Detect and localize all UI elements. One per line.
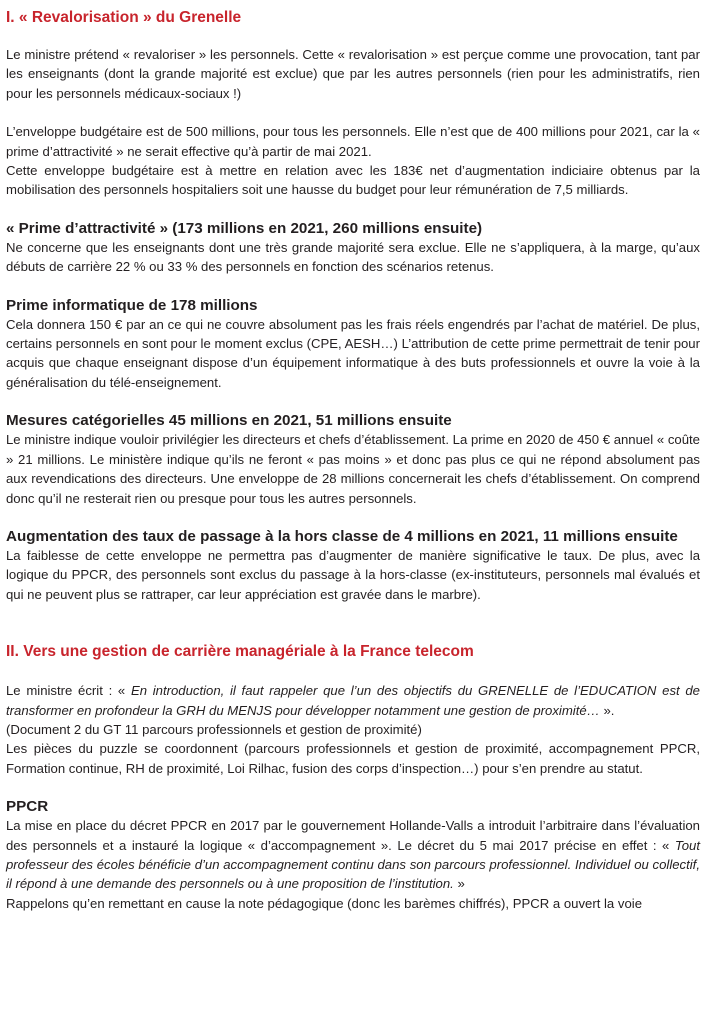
paragraph-ppcr	[6, 816, 700, 894]
document-page	[6, 8, 700, 913]
minister-quote: En introduction, il faut rappeler que l’un des objectifs du GRENELLE de l’EDUCATION est de transformer en profondeur la GRH du MENJS pour développer notamment une gestion de proximité…	[6, 683, 700, 718]
paragraph-mesures-categorielles: Le ministre indique vouloir privilégier les directeurs et chefs d’établissement. La prime en 2020 de 450 € annuel « coûte » 21 millions. Le ministère indique qu’ils ne feront « pas moins » et donc pas plus ce qui ne répond absolument pas aux revendications des directeurs. Une enveloppe de 28 millions concernerait les chefs d’établissement. On comprend donc qu’il ne resterait rien ou presque pour tous les autres personnels.	[6, 432, 700, 506]
section-2-paragraph-3: Les pièces du puzzle se coordonnent (parcours professionnels et gestion de proximité, accompagnement PPCR, Formation continue, RH de proximité, Loi Rilhac, fusion des corps d’inspection…) pour s’en prendre au statut.	[6, 741, 700, 776]
section-2-paragraph-1	[6, 681, 700, 720]
heading-ppcr: PPCR	[6, 798, 49, 816]
heading-mesures-categorielles: Mesures catégorielles 45 millions en 2021, 51 millions ensuite	[6, 412, 452, 430]
paragraph-hors-classe: La faiblesse de cette enveloppe ne permettra pas d’augmenter de manière significative le taux. De plus, avec la logique du PPCR, des personnels sont exclus du passage à la hors-classe (ex-instituteurs, personnels mal évalués et qui ne peuvent plus se rattraper, car leur appréciation est gravée dans le marbre).	[6, 547, 700, 602]
heading-prime-attractivite: « Prime d’attractivité » (173 millions en 2021, 260 millions ensuite)	[6, 219, 483, 237]
paragraph-prime-informatique: Cela donnera 150 € par an ce qui ne couvre absolument pas les frais réels engendrés par l’achat de matériel. De plus, certains personnels en sont pour le moment exclus (CPE, AESH…) L’attribution de cette prime permettrait de tenir pour acquis que chaque enseignant dispose d’un équipement informatique à des buts professionnels et ouvre la voie à la généralisation du télé-enseignement.	[6, 316, 700, 390]
ppcr-lead: La mise en place du décret PPCR en 2017 par le gouvernement Hollande-Valls a introduit l’arbitraire dans l’évaluation des personnels et a instauré la logique « d’accompagnement ». Le décret du 5 mai 2017 précise en effet : «	[6, 818, 700, 853]
cut-off-line-fragment	[345, 1016, 355, 1024]
heading-prime-informatique: Prime informatique de 178 millions	[6, 296, 258, 314]
decree-quote: Tout professeur des écoles bénéficie d’un accompagnement continu dans son parcours professionnel. Individuel ou collectif, il répond à une demande des personnels ou à une proposition de l’institution.	[6, 837, 700, 892]
section-1-title: I. « Revalorisation » du Grenelle	[6, 9, 242, 26]
section-1-paragraph-1: Le ministre prétend « revaloriser » les personnels. Cette « revalorisation » est perçue comme une provocation, tant par les enseignants (dont la grande majorité est exclue) que par les autres personnels (rien pour les administratifs, rien pour les personnels médicaux-sociaux !)	[6, 47, 700, 101]
quote-lead: Le ministre écrit : «	[6, 683, 131, 699]
paragraph-ppcr-last: Rappelons qu’en remettant en cause la note pédagogique (donc les barèmes chiffrés), PPCR a ouvert la voie	[6, 895, 642, 911]
quote-tail: ».	[599, 702, 615, 718]
paragraph-prime-attractivite: Ne concerne que les enseignants dont une très grande majorité sera exclue. Elle ne s’appliquera, à la marge, qu’aux débuts de carrière 22 % ou 33 % des personnels en fonction des scénarios retenus.	[6, 239, 700, 275]
heading-hors-classe: Augmentation des taux de passage à la hors classe de 4 millions en 2021, 11 millions ensuite	[6, 527, 678, 545]
ppcr-tail: »	[453, 876, 465, 892]
section-2-title: II. Vers une gestion de carrière managériale à la France telecom	[6, 643, 474, 661]
section-1-paragraph-2: L’enveloppe budgétaire est de 500 millions, pour tous les personnels. Elle n’est que de 400 millions pour 2021, car la « prime d’attractivité » ne serait effective qu’à partir de mai 2021.	[6, 124, 700, 159]
section-2-paragraph-2: (Document 2 du GT 11 parcours professionnels et gestion de proximité)	[6, 721, 422, 737]
section-1-paragraph-3: Cette enveloppe budgétaire est à mettre en relation avec les 183€ net d’augmentation indiciaire obtenus par la mobilisation des personnels hospitaliers soit une hausse du budget pour leur rémunération de 7,5 milliards.	[6, 163, 700, 198]
